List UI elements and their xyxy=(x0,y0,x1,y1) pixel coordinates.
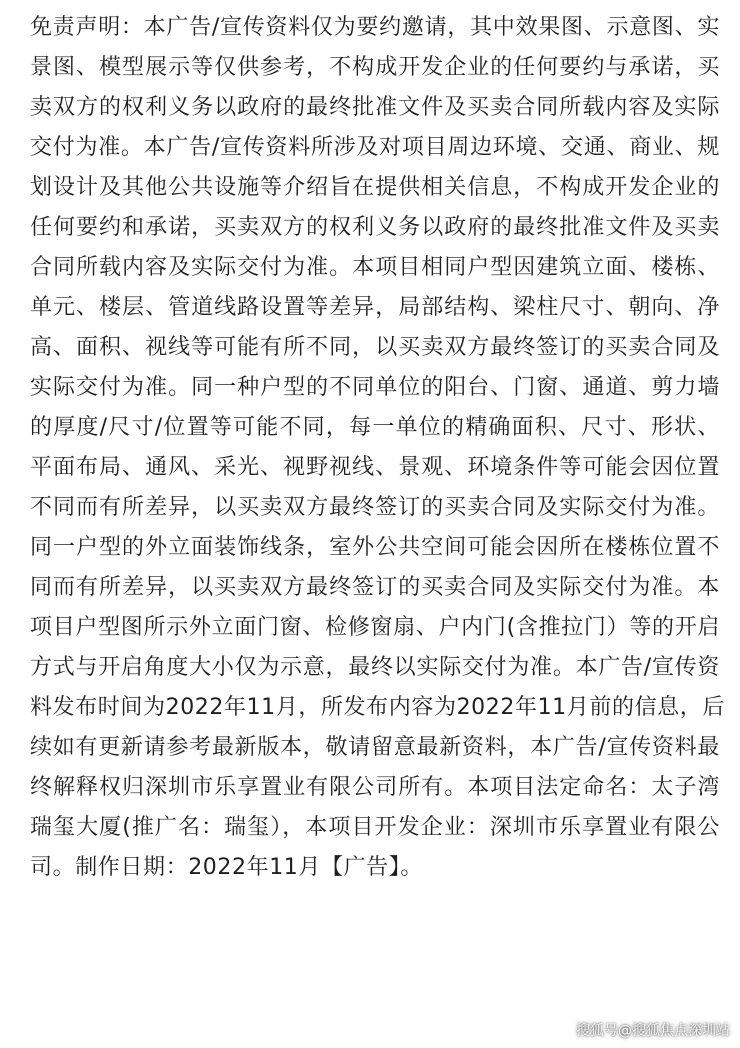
text-line: 实际交付为准。同一种户型的不同单位的阳台、门窗、通道、剪力墙 xyxy=(30,375,720,400)
text-line: 不同而有所差异，以买卖双方最终签订的买卖合同及实际交付为准。 xyxy=(30,495,720,520)
text-line: 任何要约和承诺，买卖双方的权利义务以政府的最终批准文件及买卖 xyxy=(30,215,720,240)
disclaimer-text xyxy=(30,8,725,888)
text-line: 划设计及其他公共设施等介绍旨在提供相关信息，不构成开发企业的 xyxy=(30,175,720,200)
text-line-last: 司。制作日期：2022年11月【广告】。 xyxy=(30,855,423,880)
text-line: 景图、模型展示等仅供参考，不构成开发企业的任何要约与承诺，买 xyxy=(30,55,720,80)
text-line: 合同所载内容及实际交付为准。本项目相同户型因建筑立面、楼栋、 xyxy=(30,255,720,280)
text-line: 料发布时间为2022年11月，所发布内容为2022年11月前的信息，后 xyxy=(30,695,725,720)
text-line: 瑞玺大厦(推广名：瑞玺），本项目开发企业：深圳市乐享置业有限公 xyxy=(30,815,720,840)
text-line: 续如有更新请参考最新版本，敬请留意最新资料，本广告/宣传资料最 xyxy=(30,735,720,760)
text-line: 卖双方的权利义务以政府的最终批准文件及买卖合同所载内容及实际 xyxy=(30,95,720,120)
source-watermark: 搜狐号@搜狐焦点深圳站 xyxy=(576,1023,730,1039)
text-line: 终解释权归深圳市乐享置业有限公司所有。本项目法定命名：太子湾 xyxy=(30,775,720,800)
text-line: 方式与开启角度大小仅为示意，最终以实际交付为准。本广告/宣传资 xyxy=(30,655,720,680)
text-line: 同一户型的外立面装饰线条，室外公共空间可能会因所在楼栋位置不 xyxy=(30,535,720,560)
text-line: 项目户型图所示外立面门窗、检修窗扇、户内门(含推拉门）等的开启 xyxy=(30,615,720,640)
text-line: 平面布局、通风、采光、视野视线、景观、环境条件等可能会因位置 xyxy=(30,455,720,480)
text-line: 免责声明：本广告/宣传资料仅为要约邀请，其中效果图、示意图、实 xyxy=(30,15,720,40)
text-line: 单元、楼层、管道线路设置等差异，局部结构、梁柱尺寸、朝向、净 xyxy=(30,295,720,320)
text-line: 交付为准。本广告/宣传资料所涉及对项目周边环境、交通、商业、规 xyxy=(30,135,720,160)
text-line: 的厚度/尺寸/位置等可能不同，每一单位的精确面积、尺寸、形状、 xyxy=(30,415,720,440)
text-line: 高、面积、视线等可能有所不同，以买卖双方最终签订的买卖合同及 xyxy=(30,335,720,360)
text-line: 同而有所差异，以买卖双方最终签订的买卖合同及实际交付为准。本 xyxy=(30,575,720,600)
